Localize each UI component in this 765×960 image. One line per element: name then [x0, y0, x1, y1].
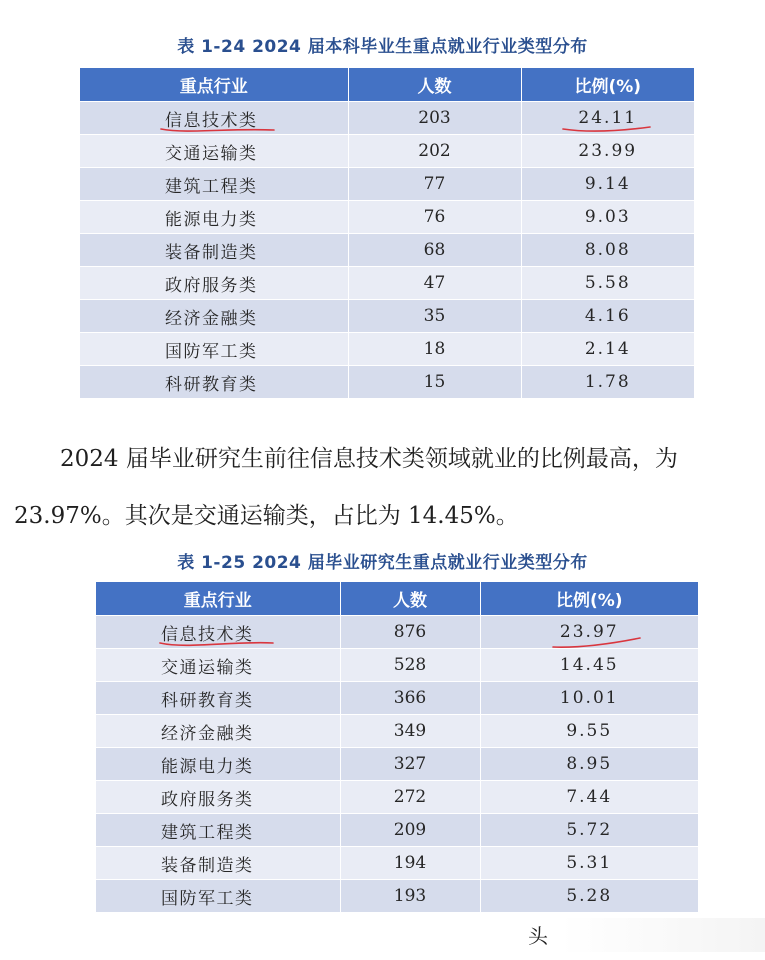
percent-cell: 1.78	[521, 366, 694, 399]
count-cell: 876	[340, 616, 480, 649]
industry-cell: 交通运输类	[96, 649, 340, 682]
count-cell: 349	[340, 715, 480, 748]
table-row	[80, 300, 694, 333]
watermark-logo: 头	[528, 924, 548, 948]
table-row	[80, 135, 694, 168]
table-row	[80, 366, 694, 399]
industry-cell: 装备制造类	[80, 234, 348, 267]
percent-cell: 2.14	[521, 333, 694, 366]
table-caption: 表 1-24 2024 届本科毕业生重点就业行业类型分布	[177, 37, 588, 57]
industry-cell: 能源电力类	[80, 201, 348, 234]
count-cell: 528	[340, 649, 480, 682]
percent-cell: 9.55	[480, 715, 698, 748]
percent-cell: 7.44	[480, 781, 698, 814]
count-cell: 194	[340, 847, 480, 880]
industry-cell: 装备制造类	[96, 847, 340, 880]
percent-cell: 5.72	[480, 814, 698, 847]
table-row	[80, 168, 694, 201]
industry-cell: 科研教育类	[96, 682, 340, 715]
table-header-row	[80, 68, 694, 102]
table-row	[80, 333, 694, 366]
percent-cell: 5.28	[480, 880, 698, 913]
header-count: 人数	[340, 582, 480, 616]
table-row	[96, 682, 698, 715]
header-percent: 比例(%)	[480, 582, 698, 616]
percent-cell: 10.01	[480, 682, 698, 715]
paragraph-line-1: 2024 届毕业研究生前往信息技术类领域就业的比例最高，为	[60, 446, 678, 472]
undergrad-industry-table	[80, 68, 694, 398]
industry-cell: 经济金融类	[96, 715, 340, 748]
percent-cell: 9.03	[521, 201, 694, 234]
table-row	[96, 814, 698, 847]
count-cell: 18	[348, 333, 521, 366]
count-cell: 366	[340, 682, 480, 715]
table-row	[96, 847, 698, 880]
count-cell: 15	[348, 366, 521, 399]
industry-cell: 建筑工程类	[80, 168, 348, 201]
industry-cell: 政府服务类	[96, 781, 340, 814]
percent-cell: 23.99	[521, 135, 694, 168]
header-count: 人数	[348, 68, 521, 102]
table-row	[80, 102, 694, 135]
industry-cell: 能源电力类	[96, 748, 340, 781]
industry-cell: 信息技术类	[80, 102, 348, 135]
percent-cell: 5.31	[480, 847, 698, 880]
percent-cell: 4.16	[521, 300, 694, 333]
industry-cell: 国防军工类	[96, 880, 340, 913]
count-cell: 202	[348, 135, 521, 168]
percent-cell: 8.95	[480, 748, 698, 781]
table-row	[80, 267, 694, 300]
header-industry: 重点行业	[96, 582, 340, 616]
percent-cell: 9.14	[521, 168, 694, 201]
count-cell: 193	[340, 880, 480, 913]
table-row	[96, 748, 698, 781]
table-row	[96, 616, 698, 649]
table-row	[96, 649, 698, 682]
industry-cell: 国防军工类	[80, 333, 348, 366]
table-row	[80, 201, 694, 234]
count-cell: 327	[340, 748, 480, 781]
industry-cell: 经济金融类	[80, 300, 348, 333]
percent-cell: 14.45	[480, 649, 698, 682]
table-header-row	[96, 582, 698, 616]
count-cell: 47	[348, 267, 521, 300]
percent-cell: 23.97	[480, 616, 698, 649]
paragraph-line-2: 23.97%。其次是交通运输类，占比为 14.45%。	[14, 503, 519, 529]
count-cell: 68	[348, 234, 521, 267]
watermark-fade	[560, 918, 765, 952]
count-cell: 77	[348, 168, 521, 201]
table-row	[96, 880, 698, 913]
industry-cell: 科研教育类	[80, 366, 348, 399]
count-cell: 76	[348, 201, 521, 234]
table-row	[96, 715, 698, 748]
count-cell: 272	[340, 781, 480, 814]
industry-cell: 政府服务类	[80, 267, 348, 300]
percent-cell: 5.58	[521, 267, 694, 300]
header-industry: 重点行业	[80, 68, 348, 102]
table-row	[96, 781, 698, 814]
percent-cell: 8.08	[521, 234, 694, 267]
industry-cell: 建筑工程类	[96, 814, 340, 847]
count-cell: 203	[348, 102, 521, 135]
industry-cell: 交通运输类	[80, 135, 348, 168]
industry-cell: 信息技术类	[96, 616, 340, 649]
table-row	[80, 234, 694, 267]
count-cell: 35	[348, 300, 521, 333]
header-percent: 比例(%)	[521, 68, 694, 102]
count-cell: 209	[340, 814, 480, 847]
graduate-industry-table	[96, 582, 698, 912]
table-caption: 表 1-25 2024 届毕业研究生重点就业行业类型分布	[177, 553, 588, 573]
percent-cell: 24.11	[521, 102, 694, 135]
